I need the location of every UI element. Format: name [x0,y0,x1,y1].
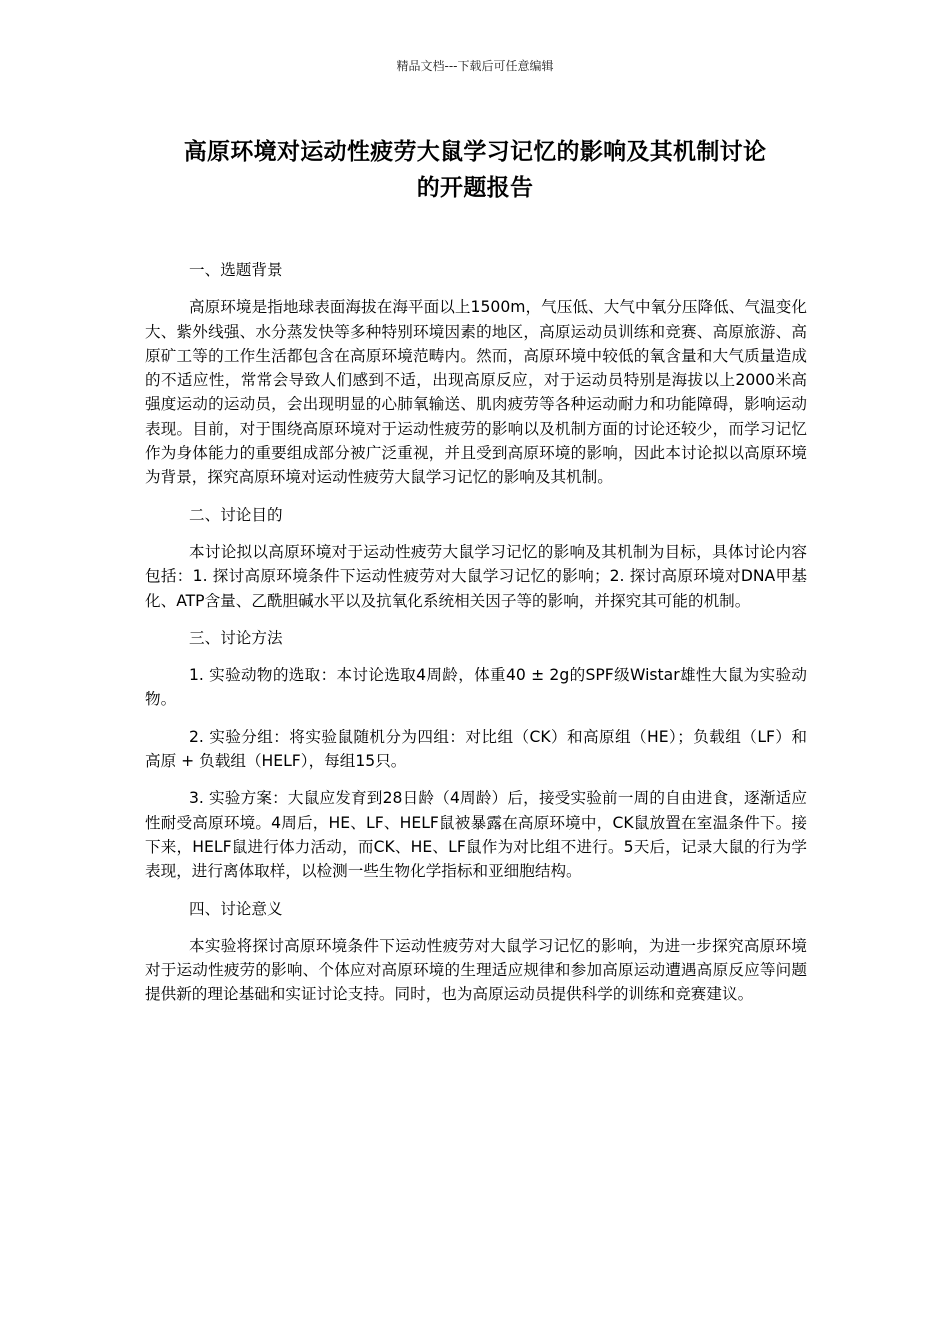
methods-item-animals: 1. 实验动物的选取：本讨论选取4周龄，体重40 ± 2g的SPF级Wistar雄性大鼠为实验动物。 [145,666,807,709]
section-paragraph-purpose: 本讨论拟以高原环境对于运动性疲劳大鼠学习记忆的影响及其机制为目标，具体讨论内容包括：1. 探讨高原环境条件下运动性疲劳对大鼠学习记忆的影响；2. 探讨高原环境对DNA甲基化、ATP含量、乙酰胆碱水平以及抗氧化系统相关因子等的影响，并探究其可能的机制。 [145,542,807,610]
section-heading-methods: 三、讨论方法 [189,628,283,647]
methods-item-protocol: 3. 实验方案：大鼠应发育到28日龄（4周龄）后，接受实验前一周的自由进食，逐渐适应性耐受高原环境。4周后，HE、LF、HELF鼠被暴露在高原环境中，CK鼠放置在室温条件下。接下来，HELF鼠进行体力活动，而CK、HE、LF鼠作为对比组不进行。5天后，记录大鼠的行为学表现，进行离体取样，以检测一些生物化学指标和亚细胞结构。 [145,789,807,881]
header-note: 精品文档---下载后可任意编辑 [396,59,554,73]
document-body [145,258,807,1020]
title-line-1: 高原环境对运动性疲劳大鼠学习记忆的影响及其机制讨论 [183,139,767,165]
section-heading-purpose: 二、讨论目的 [189,505,283,524]
section-heading-significance: 四、讨论意义 [189,899,283,918]
section-heading-background: 一、选题背景 [189,261,283,279]
section-paragraph-significance: 本实验将探讨高原环境条件下运动性疲劳对大鼠学习记忆的影响，为进一步探究高原环境对于运动性疲劳的影响、个体应对高原环境的生理适应规律和参加高原运动遭遇高原反应等问题提供新的理论基础和实证讨论支持。同时，也为高原运动员提供科学的训练和竞赛建议。 [145,936,807,1004]
section-paragraph-background: 高原环境是指地球表面海拔在海平面以上1500m，气压低、大气中氧分压降低、气温变化大、紫外线强、水分蒸发快等多种特别环境因素的地区，高原运动员训练和竞赛、高原旅游、高原矿工等的工作生活都包含在高原环境范畴内。然而，高原环境中较低的氧含量和大气质量造成的不适应性，常常会导致人们感到不适，出现高原反应，对于运动员特别是海拔以上2000米高强度运动的运动员，会出现明显的心肺氧输送、肌肉疲劳等各种运动耐力和功能障碍，影响运动表现。目前，对于围绕高原环境对于运动性疲劳的影响以及机制方面的讨论还较少，而学习记忆作为身体能力的重要组成部分被广泛重视，并且受到高原环境的影响，因此本讨论拟以高原环境为背景，探究高原环境对运动性疲劳大鼠学习记忆的影响及其机制。 [145,298,807,487]
methods-item-grouping: 2. 实验分组：将实验鼠随机分为四组：对比组（CK）和高原组（HE）；负载组（LF）和高原 + 负载组（HELF），每组15只。 [145,727,807,771]
title-line-2: 的开题报告 [416,175,534,201]
document-title [145,134,805,206]
